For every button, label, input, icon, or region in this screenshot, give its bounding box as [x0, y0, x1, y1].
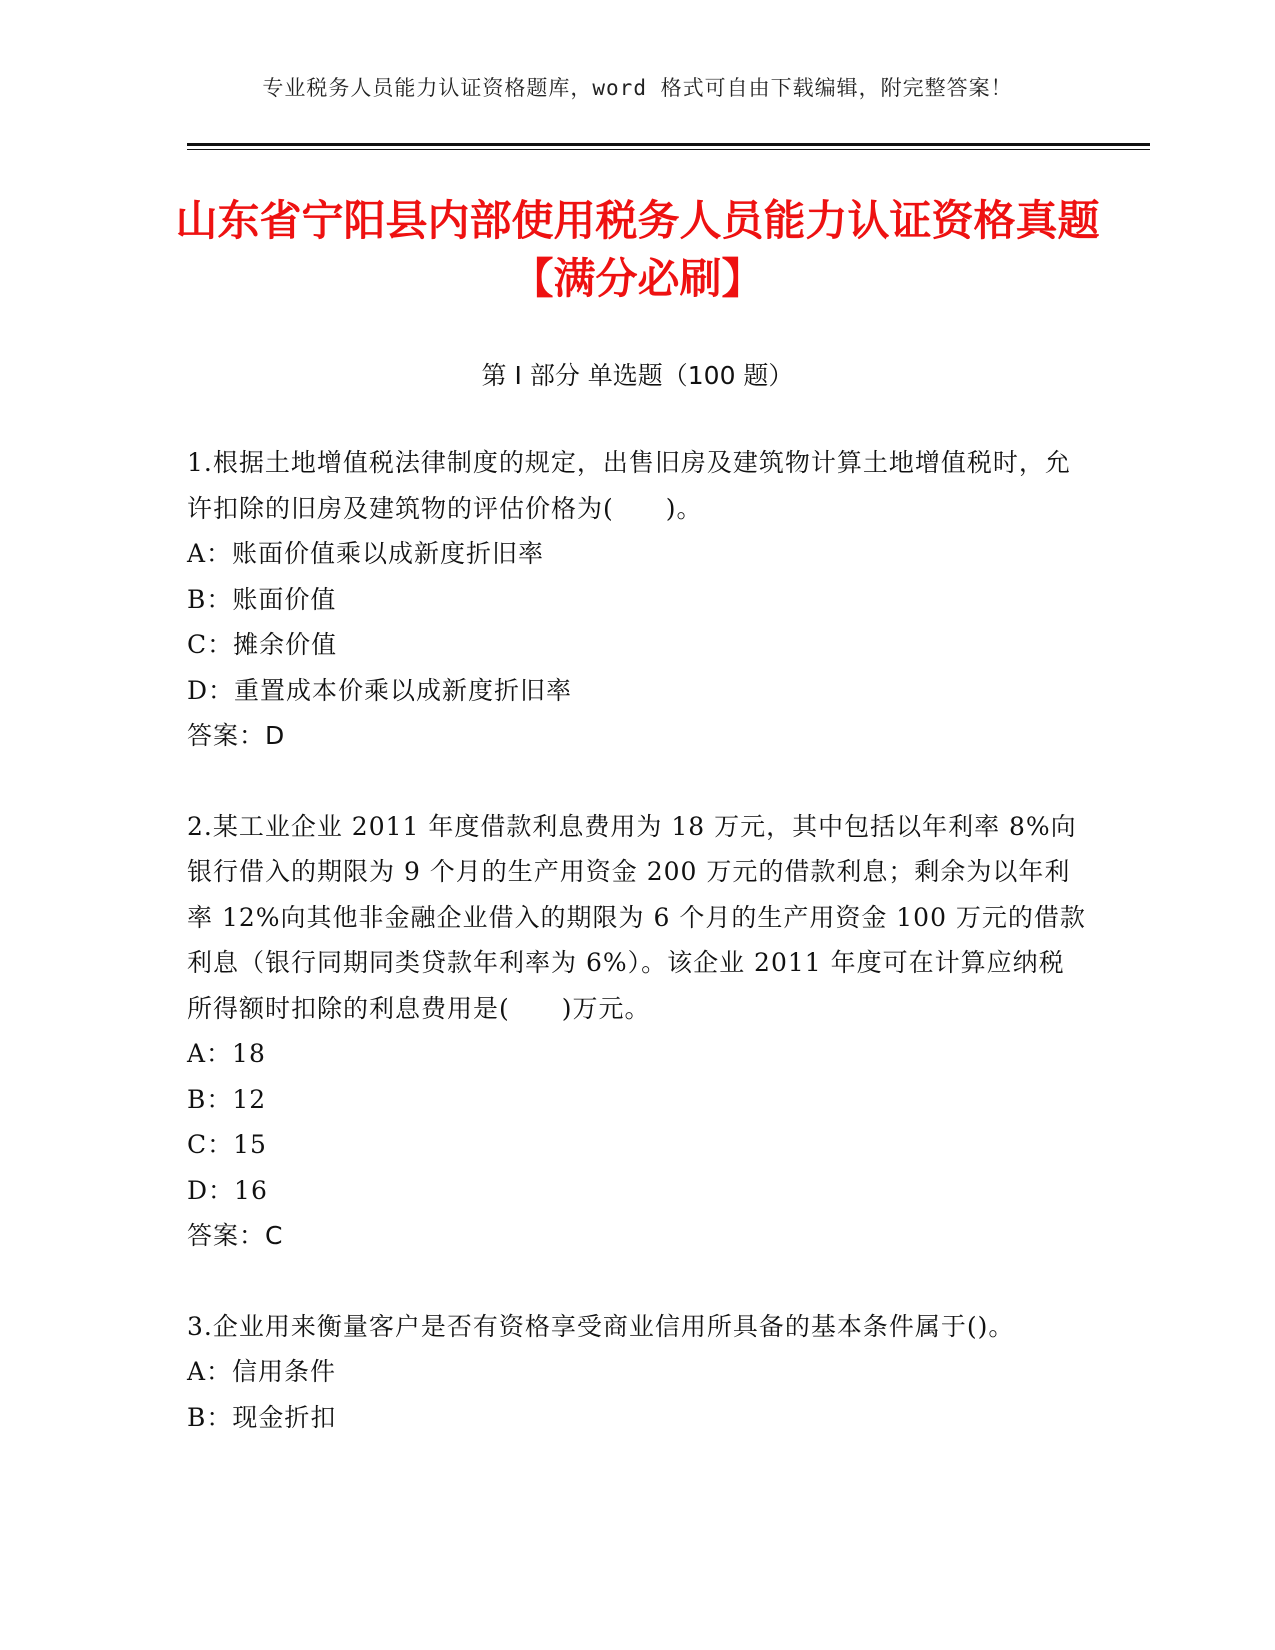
option-a: A：信用条件	[187, 1357, 337, 1386]
question-stem: 3.企业用来衡量客户是否有资格享受商业信用所具备的基本条件属于()。	[187, 1311, 1015, 1341]
document-title: 山东省宁阳县内部使用税务人员能力认证资格真题【满分必刷】	[175, 196, 1100, 303]
answer-label: 答案：D	[187, 721, 286, 750]
option-b: B：12	[187, 1084, 267, 1114]
header-divider-thick	[187, 143, 1150, 146]
option-c: C：摊余价值	[187, 630, 338, 659]
header-note: 专业税务人员能力认证资格题库，word 格式可自由下载编辑，附完整答案！	[262, 76, 1013, 100]
option-d: D：16	[187, 1175, 268, 1205]
question-stem: 2.某工业企业 2011 年度借款利息费用为 18 万元，其中包括以年利率 8%向银行借入的期限为 9 个月的生产用资金 200 万元的借款利息；剩余为以年利率 12%向其他非金融企业借入的期限为 6 个月的生产用资金 100 万元的借款利息（银行同期同类贷款年利率为 6%）。该企业 2011 年度可在计算应纳税所得额时扣除的利息费用是( )万元。	[187, 811, 1086, 1023]
question-1	[187, 440, 1087, 759]
question-stem: 1.根据土地增值税法律制度的规定，出售旧房及建筑物计算土地增值税时，允许扣除的旧房及建筑物的评估价格为( )。	[187, 448, 1071, 523]
option-b: B：账面价值	[187, 584, 337, 614]
header-divider-thin	[187, 149, 1150, 150]
part-title: 第 I 部分 单选题（100 题）	[481, 361, 794, 390]
option-c: C：15	[187, 1130, 267, 1159]
question-2	[187, 804, 1087, 1259]
option-d: D：重置成本价乘以成新度折旧率	[187, 675, 573, 705]
option-b: B：现金折扣	[187, 1402, 337, 1432]
question-3	[187, 1304, 1087, 1441]
answer-label: 答案：C	[187, 1221, 284, 1250]
option-a: A：账面价值乘以成新度折旧率	[187, 539, 545, 568]
option-a: A：18	[187, 1039, 266, 1068]
question-list	[187, 440, 1087, 1485]
